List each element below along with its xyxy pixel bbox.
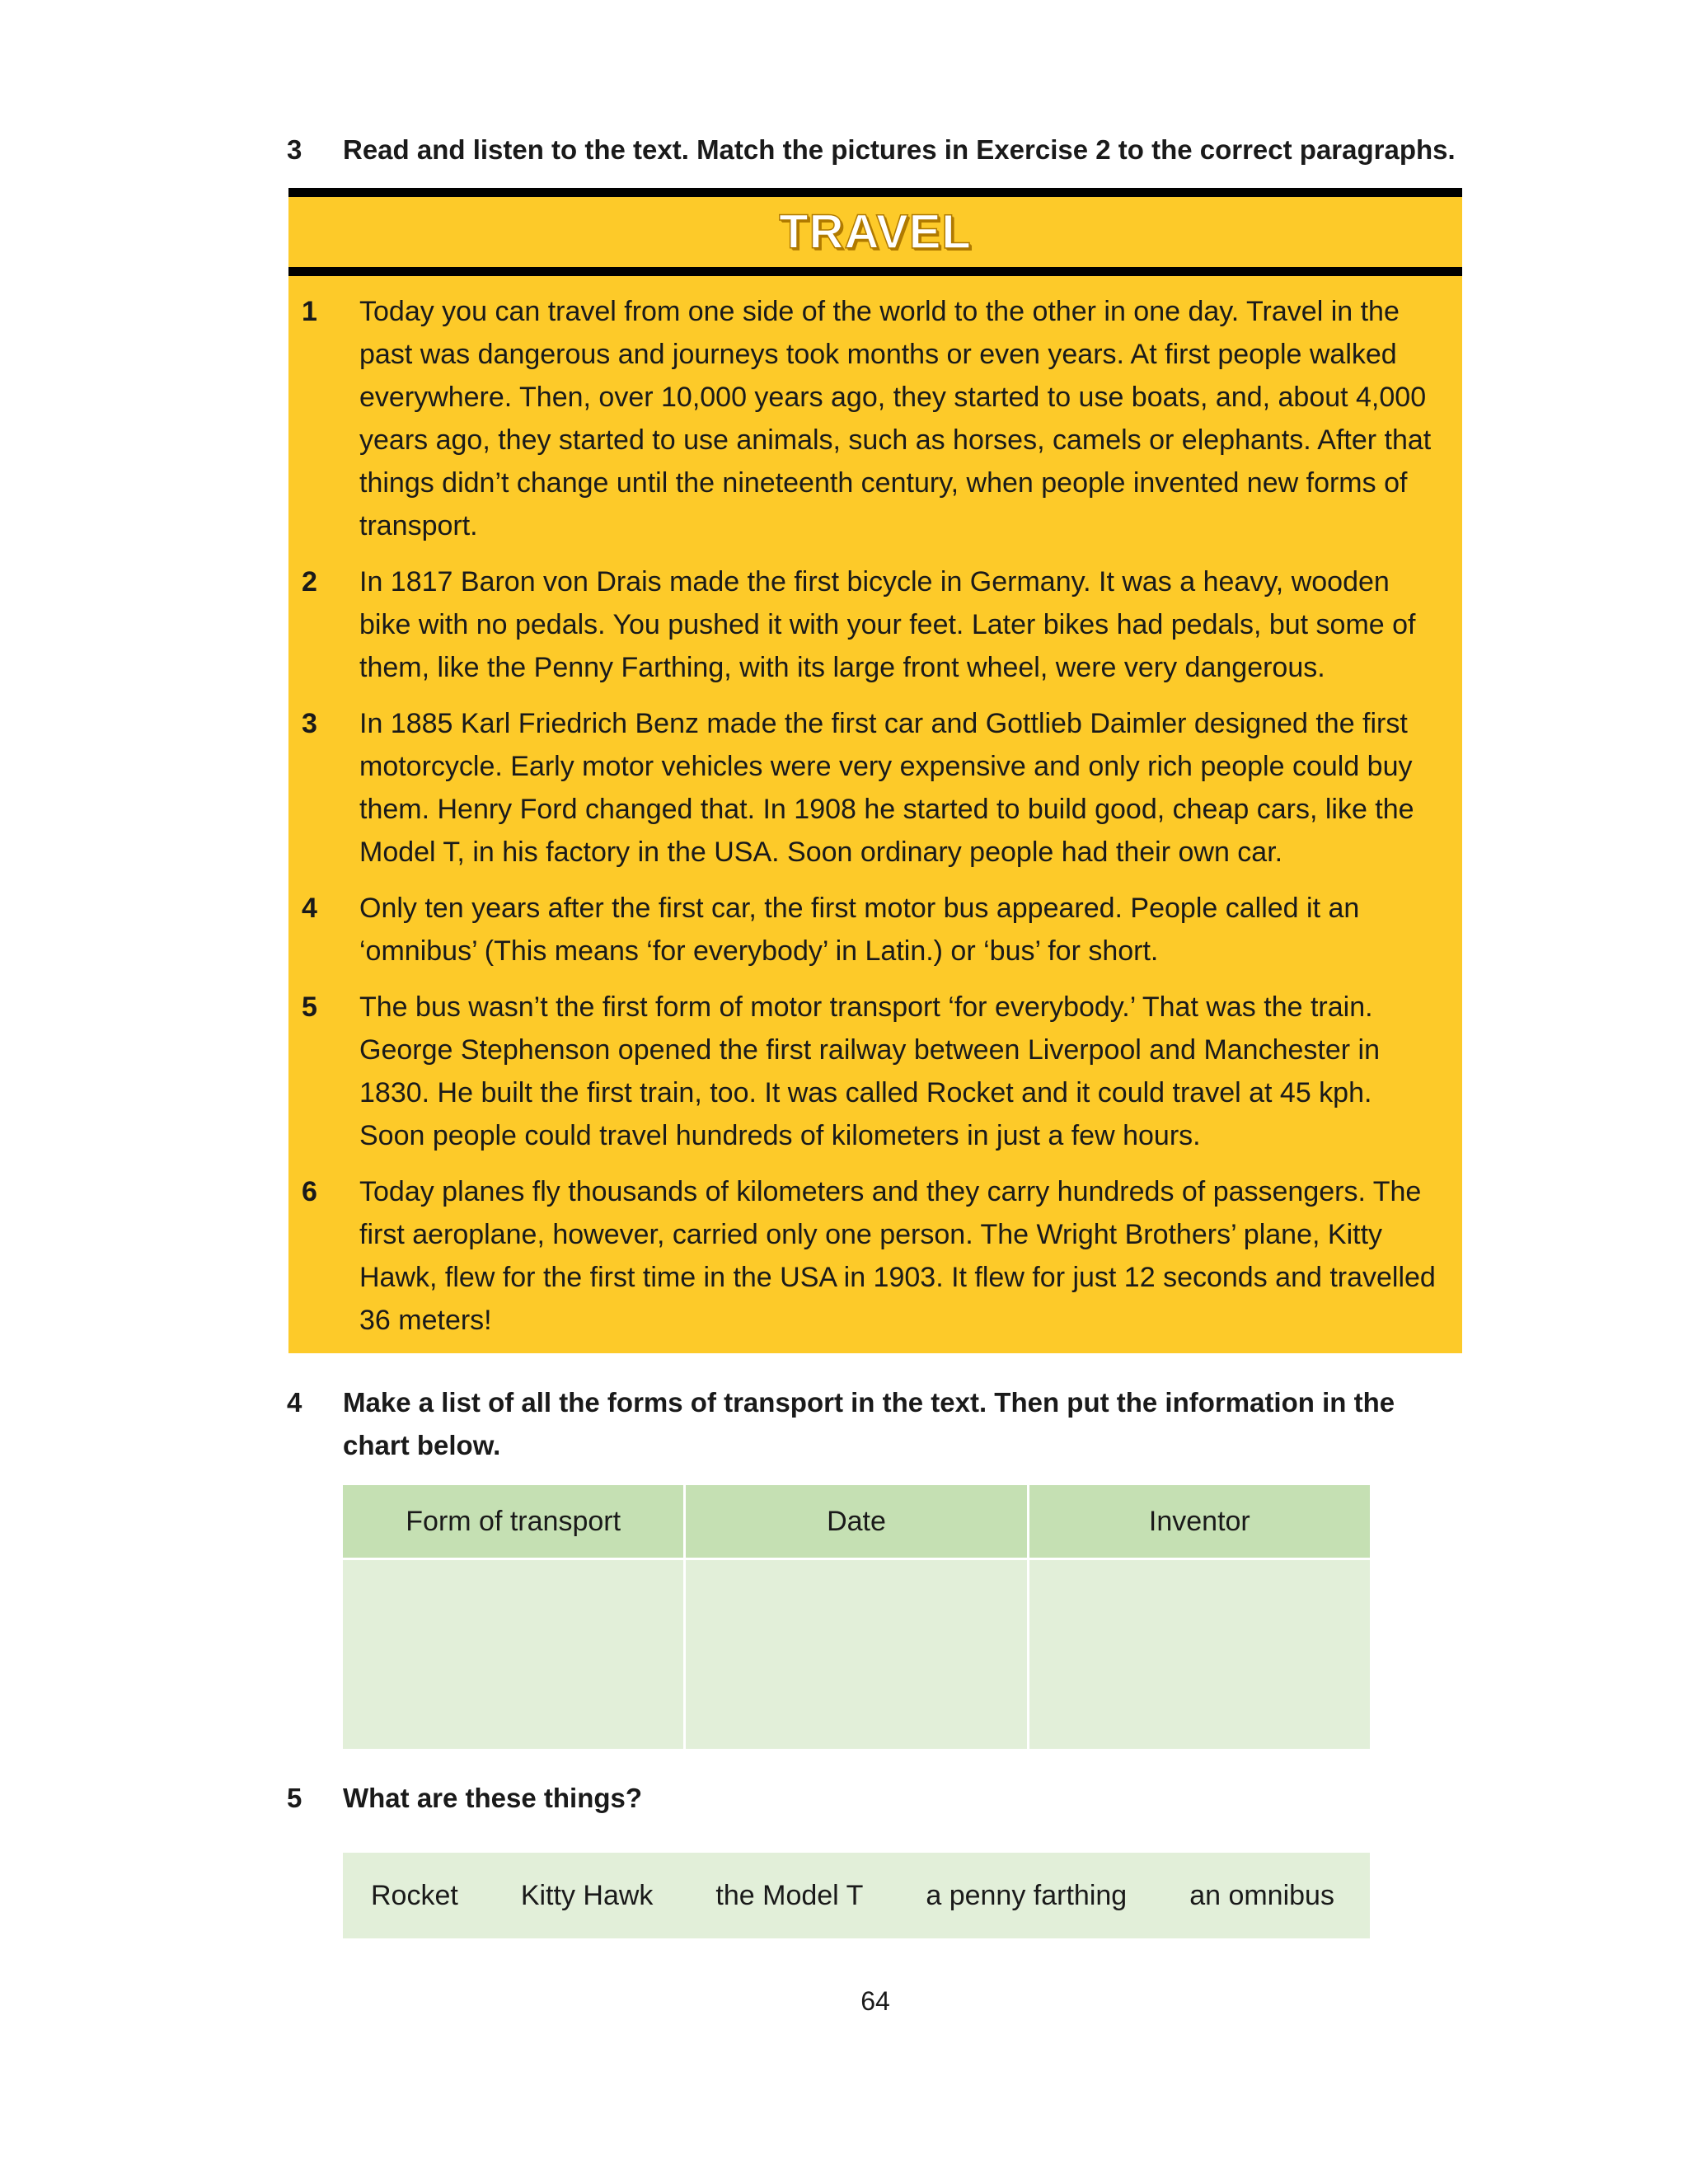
reading-title: TRAVEL: [779, 205, 972, 259]
exercise-4-heading: [288, 1381, 1459, 1467]
paragraph-text: Today planes fly thousands of kilometers and they carry hundreds of passengers. The first aeroplane, however, carried only one person. The Wright Brothers’ plane, Kitty Hawk, flew for the first time in the USA in 1903. It flew for just 12 seconds and travelled 36 meters!: [359, 1176, 1436, 1336]
table-cell-form[interactable]: [343, 1560, 683, 1749]
word-item: Kitty Hawk: [520, 1879, 654, 1911]
paragraph-text: Today you can travel from one side of the world to the other in one day. Travel in the past was dangerous and journeys took months or even years. At first people walked everywhere. Then, over 10,000 years ago, they started to use boats, and, about 4,000 years ago, they started to use animals, such as horses, camels or elephants. After that things didn’t change until the nineteenth century, when people invented new forms of transport.: [359, 296, 1432, 541]
paragraph: [288, 560, 1462, 689]
table-header-inventor: Inventor: [1029, 1485, 1370, 1558]
paragraph: [288, 887, 1462, 972]
word-item: the Model T: [715, 1879, 864, 1911]
exercise-instruction-line-1: Make a list of all the forms of transport in the text. Then put the information in the: [343, 1387, 1395, 1418]
paragraph-text: In 1885 Karl Friedrich Benz made the first car and Gottlieb Daimler designed the first motorcycle. Early motor vehicles were very expensive and only rich people could buy them. Henry Ford changed that. In 1908 he started to build good, cheap cars, like the Model T, in his factory in the USA. Soon ordinary people had their own car.: [359, 708, 1414, 868]
paragraph-number: 3: [302, 708, 317, 739]
paragraph: [288, 702, 1462, 874]
exercise-5-heading: [288, 1777, 1459, 1820]
paragraph-number: 4: [302, 893, 317, 924]
exercise-number: 4: [287, 1387, 302, 1418]
exercise-instruction: Read and listen to the text. Match the pictures in Exercise 2 to the correct paragraphs.: [343, 134, 1456, 165]
paragraph-number: 1: [302, 296, 317, 327]
word-item: a penny farthing: [926, 1879, 1128, 1911]
paragraph-number: 6: [302, 1176, 317, 1207]
page-number: 64: [860, 1986, 890, 2016]
paragraph: [288, 986, 1462, 1157]
paragraph-text: Only ten years after the first car, the first motor bus appeared. People called it an ‘omnibus’ (This means ‘for everybody’ in Latin.) or ‘bus’ for short.: [359, 893, 1360, 967]
paragraph-text: In 1817 Baron von Drais made the first bicycle in Germany. It was a heavy, wooden bike with no pedals. You pushed it with your feet. Later bikes had pedals, but some of them, like the Penny Farthing, with its large front wheel, were very dangerous.: [359, 566, 1416, 683]
exercise-number: 5: [287, 1783, 302, 1813]
exercise-3-heading: [288, 129, 1459, 171]
top-rule: [288, 188, 1462, 197]
paragraph-text: The bus wasn’t the first form of motor transport ‘for everybody.’ That was the train. George Stephenson opened the first railway between Liverpool and Manchester in 1830. He built the first train, too. It was called Rocket and it could travel at 45 kph. Soon people could travel hundreds of kilometers in just a few hours.: [359, 991, 1380, 1151]
title-rule: [288, 267, 1462, 276]
paragraph: [288, 290, 1462, 547]
paragraph-number: 5: [302, 991, 317, 1023]
paragraph: [288, 1170, 1462, 1342]
word-item: an omnibus: [1189, 1879, 1334, 1911]
word-item: Rocket: [371, 1879, 458, 1911]
word-box: [343, 1853, 1370, 1938]
transport-chart-table: [343, 1485, 1370, 1749]
paragraph-list: [288, 290, 1462, 1355]
travel-reading-box: [288, 188, 1462, 1353]
exercise-instruction: What are these things?: [343, 1783, 643, 1813]
exercise-instruction-line-2: chart below.: [343, 1430, 501, 1460]
table-cell-date[interactable]: [686, 1560, 1026, 1749]
table-header-form: Form of transport: [343, 1485, 683, 1558]
table-header-date: Date: [686, 1485, 1026, 1558]
paragraph-number: 2: [302, 566, 317, 598]
table-cell-inventor[interactable]: [1029, 1560, 1370, 1749]
exercise-number: 3: [287, 134, 302, 165]
